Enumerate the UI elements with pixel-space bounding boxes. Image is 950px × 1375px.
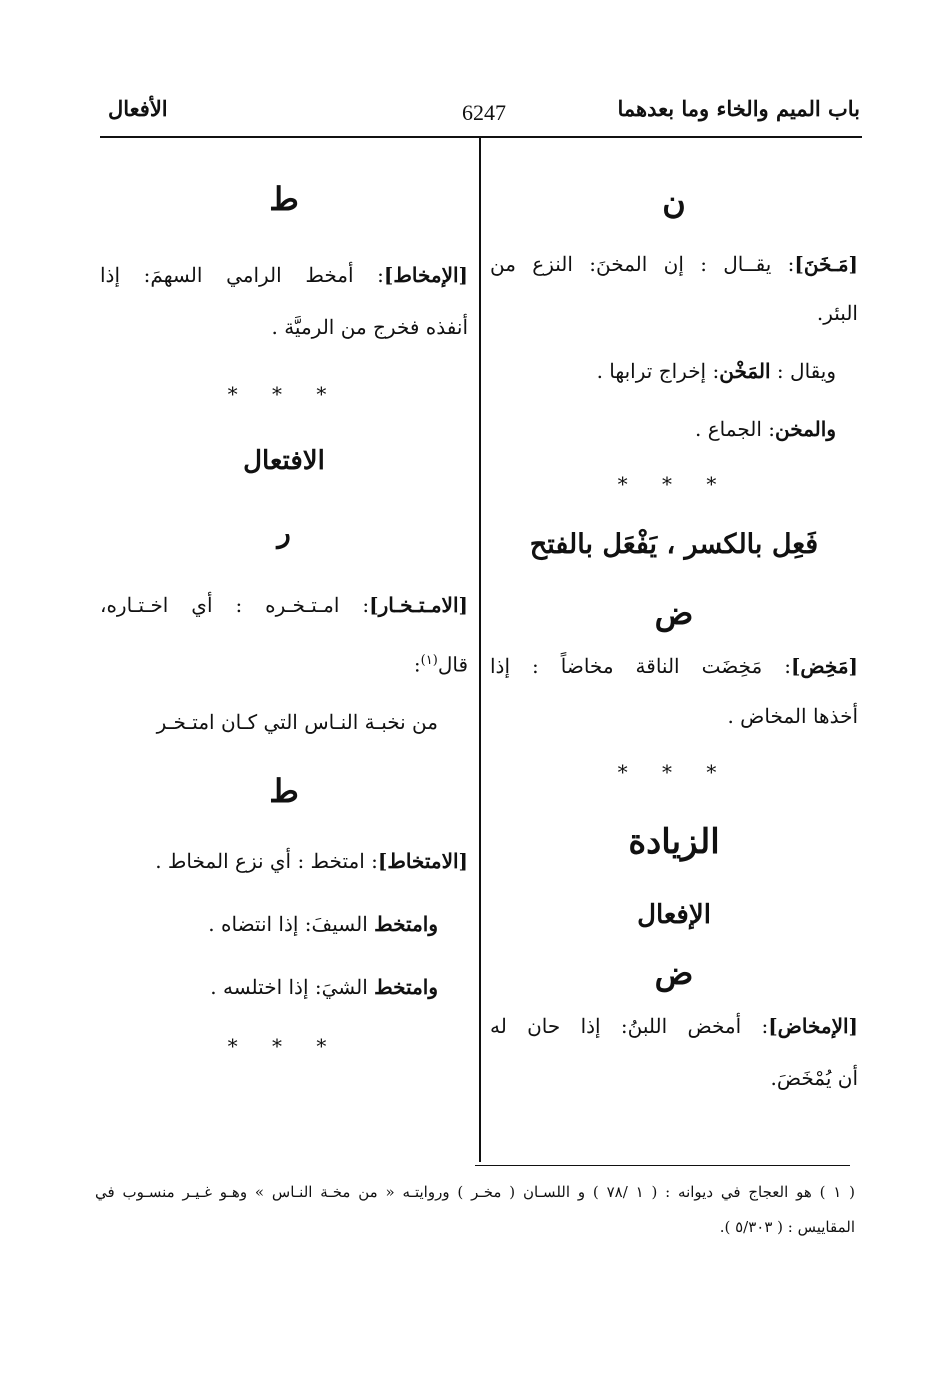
- entry-imtikhar-headword: [الامـتـخـار]: [369, 593, 468, 617]
- entry-imtikhar-qal: قال: [437, 652, 468, 677]
- entry-makhn-line4-keyword: والمخن: [774, 417, 836, 441]
- letter-heading-ta: ط: [269, 180, 299, 218]
- entry-imtikhat-line2-keyword: وامتخط: [374, 912, 438, 936]
- entry-makhn-line1: [490, 244, 858, 284]
- entry-imtikhat-line3-keyword: وامتخط: [374, 975, 438, 999]
- poetry-verse: من نخبـة النـاس التي كـان امتـخـر: [156, 710, 438, 734]
- entry-imtikhat-line2: [100, 891, 468, 957]
- entry-makhn-line3: [490, 342, 858, 400]
- letter-heading-nun: ن: [662, 183, 686, 221]
- entry-makhn-line3-keyword: المَخْن: [719, 359, 771, 383]
- footnote-reference: (١): [420, 653, 438, 668]
- separator-stars: * * *: [617, 472, 731, 496]
- entry-imkhat-headword: [الإمخاط]: [383, 263, 468, 287]
- entry-imtikhat-line2-post: السيفَ: إذا انتضاه .: [208, 912, 375, 936]
- entry-imtikhat-headword: [الامتخاط]: [377, 849, 468, 873]
- separator-stars: * * *: [227, 1034, 341, 1058]
- entry-imtikhat-line3-post: الشيَ: إذا اختلسه .: [210, 975, 375, 999]
- running-head-section: الأفعال: [108, 96, 168, 121]
- entry-makhn-text: : يقــال : إن المخنَ: النزع من: [490, 252, 795, 276]
- entry-makhd-line1: [490, 646, 858, 686]
- entry-makhn-line3-pre: ويقال :: [770, 359, 836, 383]
- entry-imkhad-line2: أن يُمْخَضَ.: [770, 1066, 858, 1090]
- footnote-rule: [475, 1165, 850, 1166]
- entry-imtikhat-line3: [100, 957, 468, 1017]
- header-rule: [100, 136, 862, 138]
- footnote-line1: ( ١ ) هو العجاج في ديوانه : ( ١ /٧٨ ) و اللسـان ( مخـر ) وروايتـه « من مخـة النـاس » وهـو غـيـر منسـوب في: [95, 1183, 856, 1201]
- entry-imkhat-line2: أنفذه فخرج من الرميَّة .: [271, 315, 468, 339]
- entry-imtikhar-line2: [100, 629, 468, 693]
- running-head-chapter: باب الميم والخاء وما بعدهما: [617, 96, 860, 121]
- entry-makhd-line2: أخذها المخاض .: [727, 704, 858, 728]
- page-number: 6247: [462, 100, 506, 125]
- section-heading-iftial: الافتعال: [243, 446, 325, 476]
- left-column: [100, 175, 468, 1075]
- right-column: [490, 175, 858, 1106]
- letter-heading-dad: ض: [654, 594, 694, 632]
- entry-imkhad-line1: [490, 1002, 858, 1050]
- entry-makhn-line2: البئر.: [816, 301, 858, 325]
- entry-makhn-headword: [مَـخَنَ]: [794, 252, 858, 276]
- entry-makhd-headword: [مَخِض]: [790, 654, 858, 678]
- entry-imtikhar-text: : امـتـخـره : أي اخـتـاره،: [100, 593, 370, 617]
- entry-makhn-line4-post: : الجماع .: [695, 417, 775, 441]
- entry-makhn-line3-post: : إخراج ترابها .: [596, 359, 720, 383]
- letter-heading-dad: ض: [654, 954, 694, 992]
- entry-imtikhar-line1: [100, 581, 468, 629]
- column-divider: [479, 138, 481, 1162]
- footnote-line2: المقاييس : ( ٥/٣٠٣ ).: [719, 1218, 855, 1236]
- entry-imkhad-text: : أمخض اللبنُ: إذا حان له: [490, 1014, 769, 1038]
- entry-imtikhat-line1: [100, 831, 468, 891]
- entry-imkhat-text: : أمخط الرامي السهمَ: إذا: [100, 263, 384, 287]
- section-heading-fail: فَعِل بالكسر ، يَفْعَل بالفتح: [529, 529, 819, 560]
- entry-makhd-text: : مَخِضَت الناقة مخاضاً : إذا: [490, 654, 791, 678]
- section-heading-ifal: الإفعال: [637, 900, 711, 930]
- entry-makhn-line4: [490, 400, 858, 458]
- entry-imtikhat-text: : امتخط : أي نزع المخاط .: [155, 849, 378, 873]
- entry-imkhat-line1: [100, 255, 468, 295]
- letter-heading-ra: ر: [277, 516, 291, 549]
- separator-stars: * * *: [227, 382, 341, 406]
- entry-imkhad-headword: [الإمخاض]: [768, 1014, 858, 1038]
- letter-heading-ta: ط: [269, 772, 299, 810]
- section-heading-ziyada: الزيادة: [628, 822, 720, 862]
- separator-stars: * * *: [617, 760, 731, 784]
- entry-imtikhar-colon: :: [413, 652, 421, 677]
